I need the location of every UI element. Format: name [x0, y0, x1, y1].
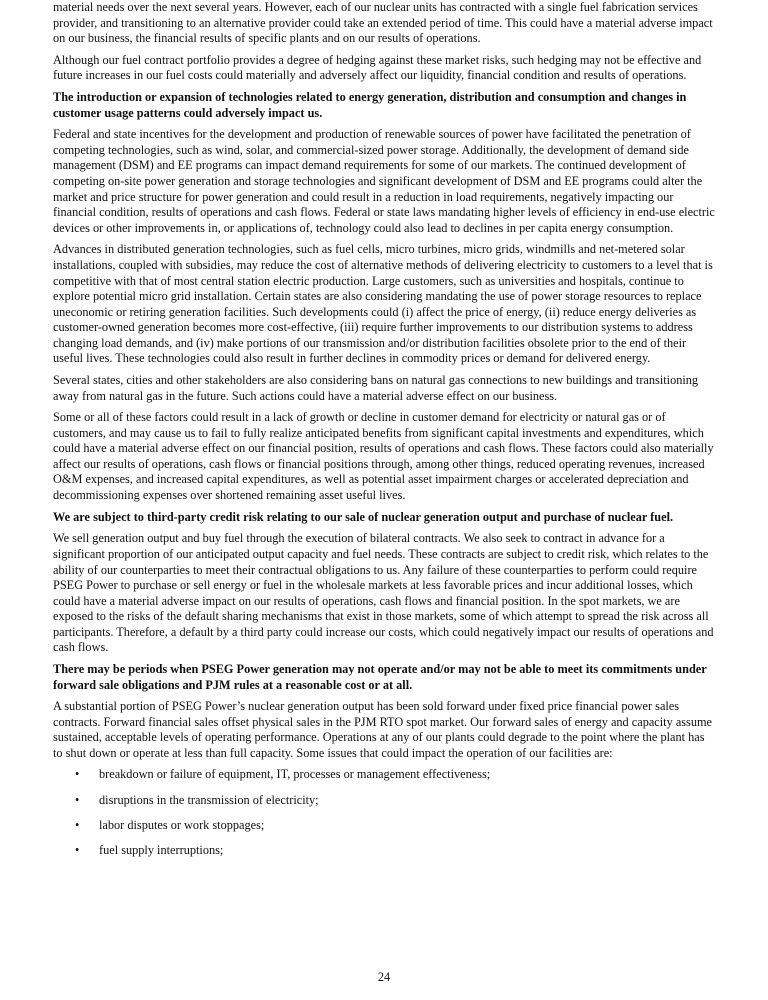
bullet-text: breakdown or failure of equipment, IT, processes or management effectiveness;: [99, 767, 491, 782]
bullet-icon: •: [75, 792, 80, 807]
section-heading: We are subject to third-party credit risk relating to our sale of nuclear generation output and purchase of nuclear fuel.: [53, 509, 674, 524]
body-paragraph: Several states, cities and other stakeholders are also considering bans on natural gas connections to new buildings and transitioning away from natural gas in the future. Such actions could have a material adverse effect on our business.: [53, 372, 699, 403]
paragraph-list: [53, 0, 715, 761]
section-heading: There may be periods when PSEG Power generation may not operate and/or may not be able to meet its commitments under forward sale obligations and PJM rules at a reasonable cost or at all.: [53, 662, 707, 692]
bullet-list: [53, 767, 715, 858]
document-page: [53, 0, 715, 868]
bullet-item: [53, 793, 715, 809]
body-paragraph: Some or all of these factors could result in a lack of growth or decline in customer demand for electricity or natural gas or of customers, and may cause us to fail to fully realize anticipated benefits from significant capital investments and expenditures, which could have a material adverse effect on our financial position, results of operations and cash flows. These factors could also materially affect our results of operations, cash flows or financial positions through, among other things, reduced operating revenues, increased O&M expenses, and increased capital expenditures, as well as potential asset impairment charges or accelerated depreciation and decommissioning expenses over shortened remaining asset useful lives.: [53, 410, 714, 502]
body-paragraph: material needs over the next several years. However, each of our nuclear units has contracted with a single fuel fabrication services provider, and transitioning to an alternative provider could take an extended period of time. This could have a material adverse impact on our business, the financial results of specific plants and on our results of operations.: [53, 0, 713, 46]
body-paragraph: A substantial portion of PSEG Power’s nuclear generation output has been sold forward under fixed price financial power sales contracts. Forward financial sales offset physical sales in the PJM RTO spot market. Our forward sales of energy and capacity assume sustained, acceptable levels of operating performance. Operations at any of our plants could degrade to the point where the plant has to shut down or operate at less than full capacity. Some issues that could impact the operation of our facilities are:: [53, 699, 713, 760]
body-paragraph: Federal and state incentives for the development and production of renewable sources of power have facilitated the penetration of competing technologies, such as wind, solar, and commercial-sized power storage. Additionally, the development of demand side management (DSM) and EE programs can impact demand requirements for some of our markets. The continued development of competing on-site power generation and storage technologies and significant development of DSM and EE programs could alter the market and price structure for power generation and could result in a reduction in load requirements, negatively impacting our financial condition, results of operations and cash flows. Federal or state laws mandating higher levels of efficiency in end-use electric devices or other improvements in, or applications of, technology could also lead to declines in per capita energy consumption.: [53, 127, 715, 235]
page-number: 24: [377, 970, 391, 984]
body-paragraph: We sell generation output and buy fuel through the execution of bilateral contracts. We also seek to contract in advance for a significant proportion of our anticipated output capacity and fuel needs. These contracts are subject to credit risk, which relates to the ability of our counterparties to meet their contractual obligations to us. Any failure of these counterparties to perform could require PSEG Power to purchase or sell energy or fuel in the wholesale markets at less favorable prices and incur additional losses, which could have a material adverse impact on our results of operations, cash flows and financial position. In the spot markets, we are exposed to the risks of the default sharing mechanisms that exist in those markets, some of which attempt to spread the risk across all participants. Therefore, a default by a third party could increase our costs, which could negatively impact our results of operations and cash flows.: [53, 531, 714, 655]
bullet-text: fuel supply interruptions;: [99, 842, 224, 857]
bullet-icon: •: [75, 817, 80, 832]
bullet-icon: •: [75, 767, 80, 782]
bullet-item: [53, 818, 715, 834]
section-heading: The introduction or expansion of technologies related to energy generation, distribution and consumption and changes in customer usage patterns could adversely impact us.: [53, 90, 687, 120]
bullet-icon: •: [75, 842, 80, 857]
bullet-text: labor disputes or work stoppages;: [99, 817, 265, 832]
bullet-item: [53, 767, 715, 783]
body-paragraph: Advances in distributed generation technologies, such as fuel cells, micro turbines, micro grids, windmills and net-metered solar installations, coupled with subsidies, may reduce the cost of alternative methods of delivering electricity to customers to a level that is competitive with that of most central station electric production. Large customers, such as universities and hospitals, continue to explore potential micro grid installation. Certain states are also considering mandating the use of power storage resources to replace uneconomic or retiring generation facilities. Such developments could (i) affect the price of energy, (ii) reduce energy deliveries as customer-owned generation becomes more cost-effective, (iii) require further improvements to our distribution systems to address changing load demands, and (iv) make portions of our transmission and/or distribution facilities obsolete prior to the end of their useful lives. These technologies could also result in further declines in commodity prices or demand for delivered energy.: [53, 242, 713, 366]
bullet-item: [53, 843, 715, 859]
body-paragraph: Although our fuel contract portfolio provides a degree of hedging against these market risks, such hedging may not be effective and future increases in our fuel costs could materially and adversely affect our liquidity, financial condition and results of operations.: [53, 52, 702, 83]
bullet-text: disruptions in the transmission of electricity;: [99, 792, 319, 807]
